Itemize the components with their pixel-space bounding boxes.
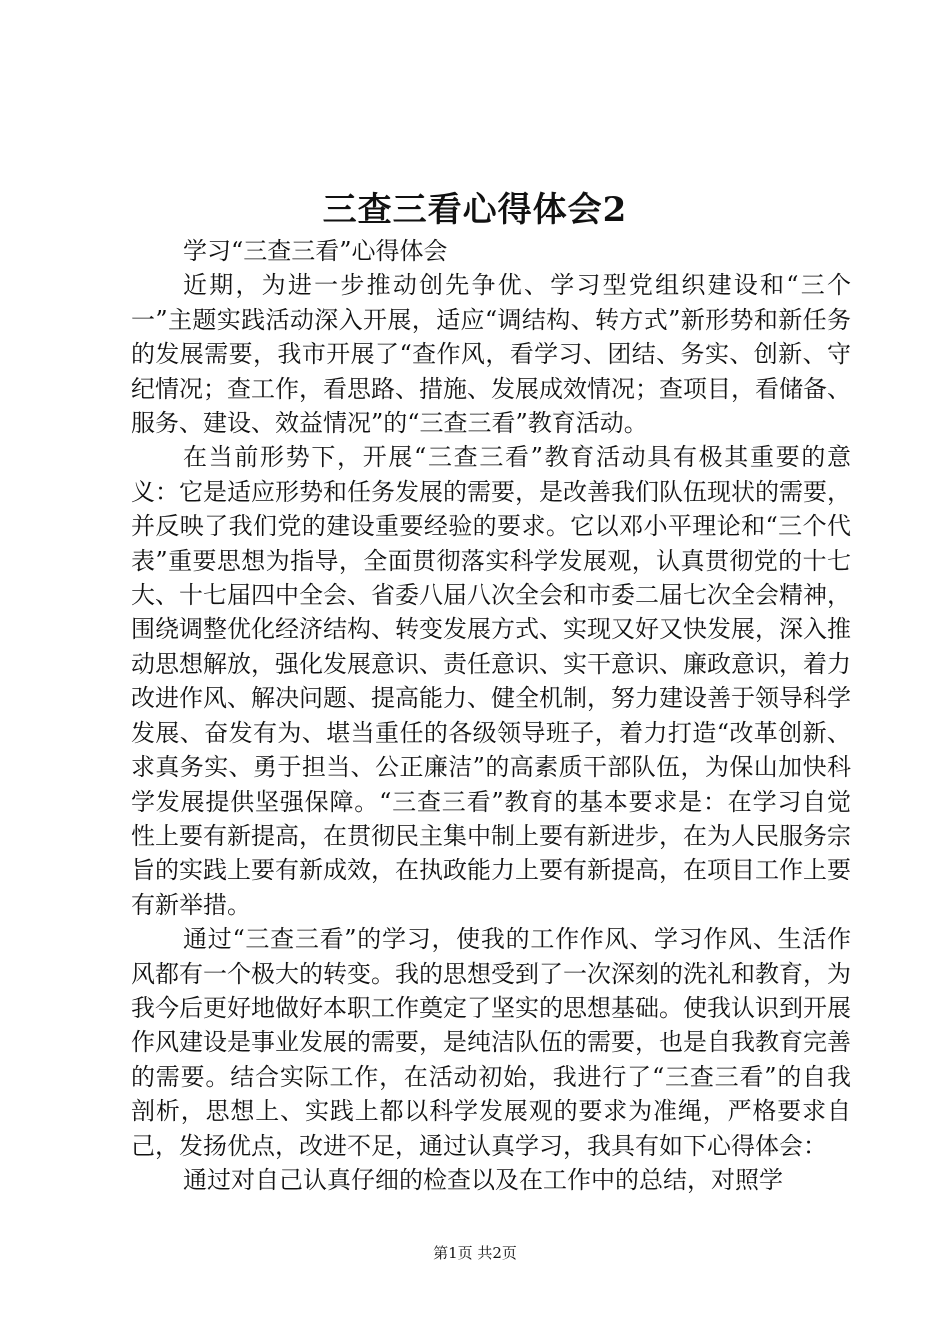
document-title: 三查三看心得体会2 [322, 190, 628, 230]
paragraph-2: 在当前形势下，开展“三查三看”教育活动具有极其重要的意义：它是适应形势和任务发展的需要，是改善我们队伍现状的需要，并反映了我们党的建设重要经验的要求。它以邓小平理论和“三个代表”重要思想为指导，全面贯彻落实科学发展观，认真贯彻党的十七大、十七届四中全会、省委八届八次全会和市委二届七次全会精神，围绕调整优化经济结构、转变发展方式、实现又好又快发展，深入推动思想解放，强化发展意识、责任意识、实干意识、廉政意识，着力改进作风、解决问题、提高能力、健全机制，努力建设善于领导科学发展、奋发有为、堪当重任的各级领导班子，着力打造“改革创新、求真务实、勇于担当、公正廉洁”的高素质干部队伍，为保山加快科学发展提供坚强保障。“三查三看”教育的基本要求是：在学习自觉性上要有新提高，在贯彻民主集中制上要有新进步，在为人民服务宗旨的实践上要有新成效，在执政能力上要有新提高，在项目工作上要有新举措。 [131, 443, 851, 919]
paragraph-1: 近期，为进一步推动创先争优、学习型党组织建设和“三个一”主题实践活动深入开展，适应“调结构、转方式”新形势和新任务的发展需要，我市开展了“查作风，看学习、团结、务实、创新、守纪情况；查工作，看思路、措施、发展成效情况；查项目，看储备、服务、建设、效益情况”的“三查三看”教育活动。 [131, 271, 851, 438]
paragraph-3: 通过“三查三看”的学习，使我的工作作风、学习作风、生活作风都有一个极大的转变。我的思想受到了一次深刻的洗礼和教育，为我今后更好地做好本职工作奠定了坚实的思想基础。使我认识到开展作风建设是事业发展的需要，是纯洁队伍的需要，也是自我教育完善的需要。结合实际工作，在活动初始，我进行了“三查三看”的自我剖析，思想上、实践上都以科学发展观的要求为准绳，严格要求自己，发扬优点，改进不足，通过认真学习，我具有如下心得体会： [131, 925, 851, 1160]
paragraph-subtitle: 学习“三查三看”心得体会 [183, 237, 448, 265]
page-footer: 第1页 共2页 [433, 1244, 517, 1262]
document-body [131, 234, 851, 1197]
paragraph-4: 通过对自己认真仔细的检查以及在工作中的总结，对照学 [183, 1165, 783, 1194]
